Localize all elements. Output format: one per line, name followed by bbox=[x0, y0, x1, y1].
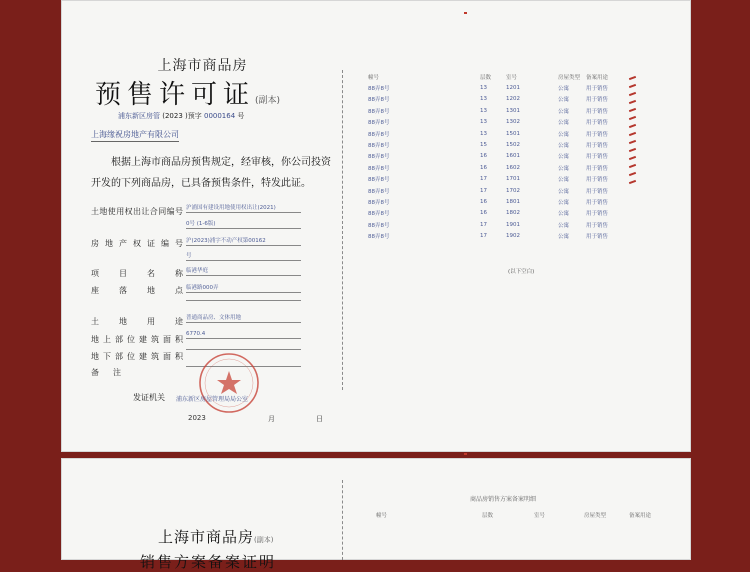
table-row bbox=[368, 128, 616, 139]
table-cell: 1602 bbox=[506, 164, 520, 171]
table-cell: 88弄8号 bbox=[368, 131, 390, 138]
filing-heading: 上海市商品房(副本) bbox=[158, 528, 274, 546]
page-fold-line bbox=[342, 70, 343, 390]
table-cell: 用于销售 bbox=[586, 154, 609, 161]
table-cell: 1701 bbox=[506, 176, 520, 183]
table-cell: 88弄8号 bbox=[368, 222, 390, 229]
table-cell: 17 bbox=[480, 221, 487, 228]
table-cell: 1202 bbox=[506, 96, 520, 103]
table-cell: 15 bbox=[480, 142, 487, 149]
table-row bbox=[368, 174, 616, 185]
table-cell: 1902 bbox=[506, 233, 520, 240]
table-cell: 13 bbox=[480, 85, 487, 92]
table-row bbox=[368, 196, 616, 207]
filing-header: 室号 bbox=[534, 513, 546, 519]
table-cell: 88弄8号 bbox=[368, 199, 390, 206]
table-cell: 16 bbox=[480, 153, 487, 160]
field-underground-area-value bbox=[186, 348, 301, 350]
paper-mark bbox=[464, 12, 467, 14]
table-cell: 层数 bbox=[480, 74, 492, 81]
table-cell: 公寓 bbox=[558, 120, 570, 127]
table-cell: 室号 bbox=[506, 74, 518, 81]
table-cell: 1502 bbox=[506, 142, 520, 149]
table-cell: 88弄8号 bbox=[368, 177, 390, 184]
filing-caption: 商品房销售方案备案明细 bbox=[470, 496, 537, 503]
field-label: 土地使用权出让合同编号 bbox=[91, 207, 183, 216]
table-row bbox=[368, 208, 616, 219]
table-cell: 1802 bbox=[506, 210, 520, 217]
field-land-contract-value: 沪浦国有建设用地使用权出让(2021) bbox=[186, 203, 301, 213]
table-cell: 用于销售 bbox=[586, 97, 609, 104]
table-cell: 用于销售 bbox=[586, 165, 609, 172]
field-property-cert-value: 沪(2023)浦字不动产权第00162 bbox=[186, 236, 301, 246]
field-location-value: 临港路000弄 bbox=[186, 283, 301, 293]
field-blank-line bbox=[186, 299, 301, 301]
field-label: 地上部位建筑面积 bbox=[91, 335, 183, 344]
table-row bbox=[368, 230, 616, 241]
table-cell: 13 bbox=[480, 130, 487, 137]
issuer-value: 浦东新区房屋管理局局公室 bbox=[176, 396, 249, 403]
date-day: 日 bbox=[316, 415, 323, 423]
table-cell: 房屋类型 bbox=[558, 74, 581, 81]
table-cell: 1301 bbox=[506, 107, 520, 114]
table-cell: 公寓 bbox=[558, 154, 570, 161]
table-cell: 16 bbox=[480, 210, 487, 217]
table-cell: 公寓 bbox=[558, 86, 570, 93]
table-cell: 公寓 bbox=[558, 211, 570, 218]
table-cell: 用于销售 bbox=[586, 222, 609, 229]
table-cell: 88弄8号 bbox=[368, 143, 390, 150]
unit-list-table bbox=[368, 71, 616, 242]
table-cell: 公寓 bbox=[558, 131, 570, 138]
table-cell: 用于销售 bbox=[586, 188, 609, 195]
table-cell: 公寓 bbox=[558, 97, 570, 104]
field-label: 土地用途 bbox=[91, 317, 183, 326]
table-row bbox=[368, 94, 616, 105]
table-cell: 17 bbox=[480, 233, 487, 240]
table-cell: 备案用途 bbox=[586, 74, 609, 81]
page-fold-line bbox=[342, 480, 343, 560]
field-land-contract-value-2: 0号 (1-6版) bbox=[186, 219, 301, 229]
sales-plan-page bbox=[61, 458, 691, 560]
copy-label: (副本) bbox=[254, 536, 274, 544]
filing-title: 销售方案备案证明 bbox=[140, 553, 277, 571]
table-end-note: (以下空白) bbox=[508, 269, 535, 275]
table-cell: 1901 bbox=[506, 221, 520, 228]
permit-statement: 根据上海市商品房预售规定，经审核，你公司投资开发的下列商品房，已具备预售条件，特发此证。 bbox=[91, 157, 331, 189]
table-cell: 用于销售 bbox=[586, 234, 609, 241]
copy-label: (副本) bbox=[255, 96, 281, 106]
filing-header: 备案用途 bbox=[629, 513, 652, 519]
table-cell: 幢号 bbox=[368, 74, 380, 81]
table-cell: 88弄8号 bbox=[368, 86, 390, 93]
table-cell: 用于销售 bbox=[586, 143, 609, 150]
permit-title: 预售许可证(副本) bbox=[95, 80, 281, 110]
permit-heading: 上海市商品房 bbox=[157, 58, 248, 74]
date-year: 2023 bbox=[188, 414, 206, 422]
table-row bbox=[368, 151, 616, 162]
filing-header: 幢号 bbox=[376, 513, 388, 519]
table-cell: 公寓 bbox=[558, 177, 570, 184]
table-cell: 公寓 bbox=[558, 108, 570, 115]
filing-header: 房屋类型 bbox=[584, 513, 607, 519]
table-cell: 1601 bbox=[506, 153, 520, 160]
table-cell: 用于销售 bbox=[586, 120, 609, 127]
official-seal-icon bbox=[198, 352, 260, 414]
table-cell: 公寓 bbox=[558, 199, 570, 206]
field-property-cert-value-2: 号 bbox=[186, 251, 301, 261]
table-cell: 88弄8号 bbox=[368, 165, 390, 172]
developer-company: 上海缘祝房地产有限公司 bbox=[91, 129, 179, 142]
table-row bbox=[368, 139, 616, 150]
table-cell: 1302 bbox=[506, 119, 520, 126]
field-label: 备注 bbox=[91, 368, 121, 377]
table-cell: 13 bbox=[480, 107, 487, 114]
table-row bbox=[368, 185, 616, 196]
field-label: 项目名称 bbox=[91, 269, 183, 278]
table-row bbox=[368, 162, 616, 173]
table-cell: 用于销售 bbox=[586, 108, 609, 115]
table-cell: 用于销售 bbox=[586, 211, 609, 218]
table-cell: 用于销售 bbox=[586, 177, 609, 184]
table-cell: 公寓 bbox=[558, 165, 570, 172]
table-header-row bbox=[368, 71, 616, 82]
table-cell: 16 bbox=[480, 164, 487, 171]
table-cell: 用于销售 bbox=[586, 131, 609, 138]
table-cell: 16 bbox=[480, 198, 487, 205]
table-cell: 1501 bbox=[506, 130, 520, 137]
table-cell: 公寓 bbox=[558, 188, 570, 195]
field-label: 房地产权证编号 bbox=[91, 239, 183, 248]
table-cell: 1801 bbox=[506, 198, 520, 205]
certificate-number: 浦东新区房管 (2023 )预字 0000164 号 bbox=[118, 112, 245, 120]
table-cell: 88弄8号 bbox=[368, 211, 390, 218]
field-project-name-value: 临港华庭 bbox=[186, 266, 301, 276]
table-cell: 用于销售 bbox=[586, 199, 609, 206]
table-cell: 公寓 bbox=[558, 234, 570, 241]
table-cell: 公寓 bbox=[558, 143, 570, 150]
tick-marks bbox=[629, 72, 637, 257]
table-cell: 1702 bbox=[506, 187, 520, 194]
table-cell: 公寓 bbox=[558, 222, 570, 229]
field-label: 地下部位建筑面积 bbox=[91, 352, 183, 361]
table-cell: 13 bbox=[480, 96, 487, 103]
table-cell: 88弄8号 bbox=[368, 108, 390, 115]
table-cell: 17 bbox=[480, 187, 487, 194]
field-above-ground-area-value: 6770.4 bbox=[186, 331, 301, 339]
table-cell: 用于销售 bbox=[586, 86, 609, 93]
field-label: 座落地点 bbox=[91, 286, 183, 295]
table-cell: 88弄8号 bbox=[368, 154, 390, 161]
table-row bbox=[368, 82, 616, 93]
filing-header: 层数 bbox=[482, 513, 494, 519]
table-cell: 88弄8号 bbox=[368, 120, 390, 127]
table-cell: 88弄8号 bbox=[368, 188, 390, 195]
table-row bbox=[368, 105, 616, 116]
issuer-label: 发证机关 bbox=[133, 393, 165, 402]
table-cell: 17 bbox=[480, 176, 487, 183]
table-cell: 88弄8号 bbox=[368, 97, 390, 104]
paper-mark bbox=[464, 453, 467, 455]
table-cell: 1201 bbox=[506, 85, 520, 92]
table-row bbox=[368, 219, 616, 230]
table-cell: 88弄8号 bbox=[368, 234, 390, 241]
table-cell: 13 bbox=[480, 119, 487, 126]
table-row bbox=[368, 117, 616, 128]
field-land-use-value: 普通商品房、文体用地 bbox=[186, 313, 301, 323]
date-month: 月 bbox=[268, 415, 275, 423]
